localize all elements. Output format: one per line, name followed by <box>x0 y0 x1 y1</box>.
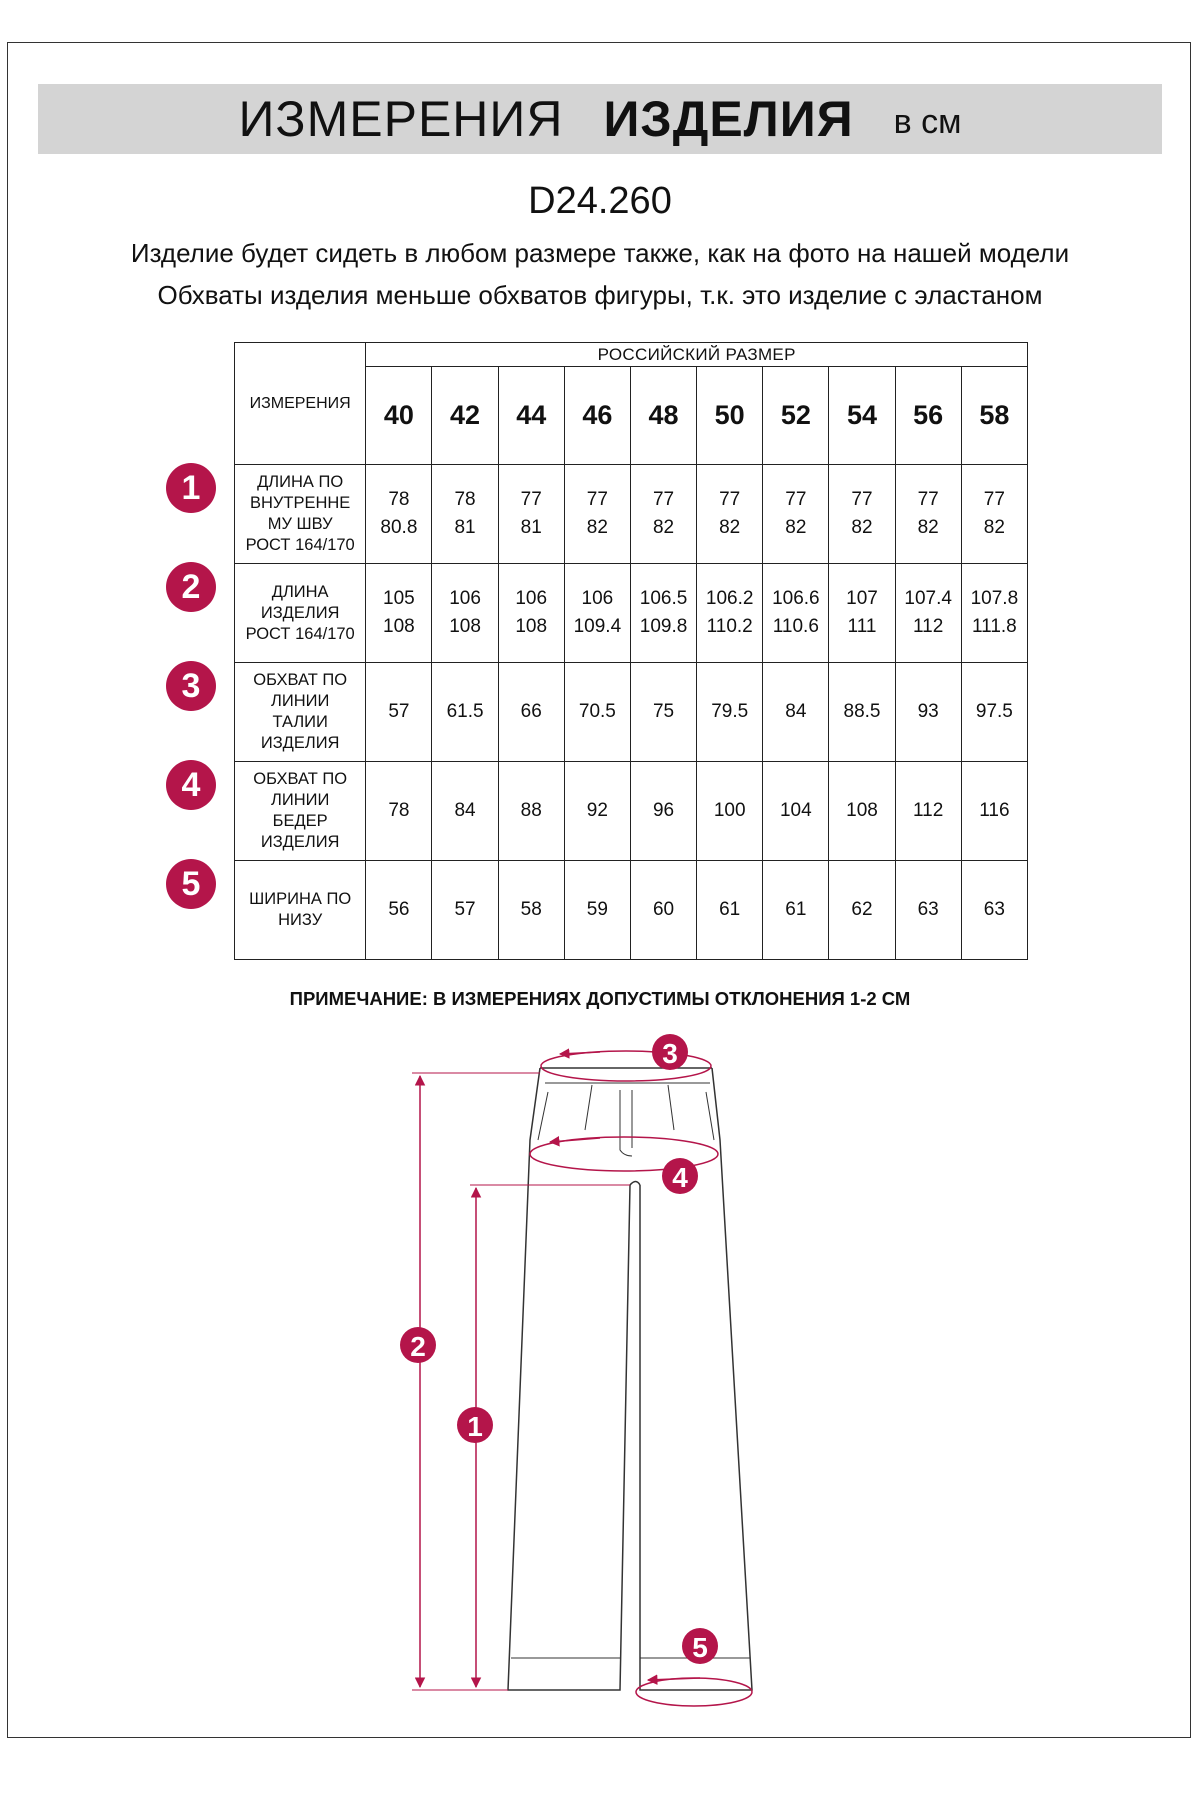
description-line-1: Изделие будет сидеть в любом размере также, как на фото на нашей модели <box>130 238 1070 268</box>
value-line: 108 <box>515 616 548 637</box>
value-line: 106 <box>581 588 614 609</box>
size-header: 42 <box>432 367 498 465</box>
tolerance-note: ПРИМЕЧАНИЕ: В ИЗМЕРЕНИЯХ ДОПУСТИМЫ ОТКЛОНЕНИЯ 1-2 СМ <box>289 988 911 1009</box>
row-label-line: ВНУТРЕННЕ <box>249 494 351 512</box>
value-line: 88.5 <box>843 701 881 722</box>
measurements-header: ИЗМЕРЕНИЯ <box>235 343 366 465</box>
marker-inseam: 1 <box>467 1411 483 1442</box>
value-line: 107.4 <box>904 588 952 609</box>
size-header: 58 <box>961 367 1027 465</box>
size-header: 44 <box>498 367 564 465</box>
value-line: 57 <box>454 899 476 920</box>
size-header: 52 <box>763 367 829 465</box>
pants-outline <box>508 1068 752 1690</box>
value-line: 108 <box>449 616 481 637</box>
marker-length: 2 <box>410 1331 426 1362</box>
row-label-line: ИЗДЕЛИЯ <box>260 734 340 752</box>
title-bold: ИЗДЕЛИЯ <box>603 91 854 147</box>
row-label-line: ДЛИНА ПО <box>257 473 344 491</box>
description-line-2: Обхваты изделия меньше обхватов фигуры, т.к. это изделие с эластаном <box>157 280 1043 310</box>
value-line: 107 <box>846 588 878 609</box>
row-label-line: НИЗУ <box>278 911 323 929</box>
value-line: 82 <box>983 517 1005 538</box>
value-line: 88 <box>520 800 542 821</box>
value-line: 63 <box>983 899 1005 920</box>
value-line: 78 <box>388 800 410 821</box>
value-line: 82 <box>652 517 675 538</box>
value-line: 61 <box>785 899 807 920</box>
row-label-line: ЛИНИИ <box>271 692 330 710</box>
value-line: 105 <box>383 588 415 609</box>
row-label-line: РОСТ 164/170 <box>245 536 355 554</box>
row-label-line: ИЗДЕЛИЯ <box>260 833 340 851</box>
measurement-lines <box>412 1051 752 1706</box>
value-line: 62 <box>851 899 873 920</box>
value-line: 66 <box>520 701 542 722</box>
value-line: 106.5 <box>639 588 688 609</box>
value-line: 106 <box>515 588 548 609</box>
row-label-line: БЕДЕР <box>272 812 328 830</box>
row-label-line: МУ ШВУ <box>267 515 333 533</box>
marker-hem: 5 <box>692 1632 708 1663</box>
value-line: 108 <box>383 616 415 637</box>
size-group-header: РОССИЙСКИЙ РАЗМЕР <box>366 343 1028 367</box>
value-line: 82 <box>586 517 608 538</box>
size-header: 54 <box>829 367 895 465</box>
value-line: 77 <box>719 489 741 510</box>
row-number-badge: 5 <box>166 859 216 909</box>
value-line: 81 <box>520 517 542 538</box>
value-line: 92 <box>586 800 608 821</box>
value-line: 77 <box>983 489 1005 510</box>
value-line: 61 <box>719 899 741 920</box>
row-label-line: ОБХВАТ ПО <box>253 770 348 788</box>
row-label-line: ТАЛИИ <box>272 713 328 731</box>
title-unit: в см <box>893 102 962 141</box>
value-line: 82 <box>785 517 807 538</box>
marker-hip: 4 <box>672 1162 688 1193</box>
value-line: 56 <box>388 899 410 920</box>
value-line: 106.6 <box>772 588 820 609</box>
row-number-badge: 2 <box>166 562 216 612</box>
value-line: 110.6 <box>772 616 819 637</box>
value-line: 78 <box>454 489 476 510</box>
hem-ellipse <box>636 1678 752 1706</box>
row-label-line: ШИРИНА ПО <box>249 890 352 908</box>
value-line: 77 <box>917 489 939 510</box>
row-label-line: РОСТ 164/170 <box>245 624 355 643</box>
value-line: 79.5 <box>711 701 749 722</box>
diagram-markers <box>400 1034 718 1664</box>
title-light: ИЗМЕРЕНИЯ <box>238 91 564 147</box>
value-line: 104 <box>779 800 812 821</box>
value-line: 77 <box>586 489 608 510</box>
value-line: 82 <box>719 517 741 538</box>
value-line: 96 <box>652 800 675 821</box>
value-line: 109.4 <box>573 616 622 637</box>
row-number-badge: 4 <box>166 760 216 810</box>
value-line: 112 <box>913 616 944 637</box>
value-line: 111.8 <box>972 616 1017 637</box>
size-header: 48 <box>630 367 696 465</box>
row-label-line: ОБХВАТ ПО <box>253 671 348 689</box>
size-header: 40 <box>366 367 432 465</box>
value-line: 63 <box>917 899 939 920</box>
value-line: 100 <box>713 800 746 821</box>
value-line: 116 <box>979 800 1010 821</box>
value-line: 109.8 <box>639 616 688 637</box>
value-line: 77 <box>851 489 873 510</box>
product-code: D24.260 <box>528 180 672 222</box>
value-line: 77 <box>785 489 807 510</box>
value-line: 97.5 <box>975 701 1013 722</box>
value-line: 108 <box>846 800 878 821</box>
size-header: 50 <box>697 367 763 465</box>
value-line: 84 <box>785 701 807 722</box>
value-line: 84 <box>454 800 476 821</box>
marker-waist: 3 <box>662 1038 678 1069</box>
value-line: 93 <box>917 701 939 722</box>
value-line: 80.8 <box>380 517 418 538</box>
value-line: 77 <box>652 489 675 510</box>
value-line: 77 <box>520 489 542 510</box>
value-line: 106.2 <box>705 588 754 609</box>
row-number-badge: 3 <box>166 661 216 711</box>
value-line: 59 <box>586 899 608 920</box>
value-line: 70.5 <box>578 701 616 722</box>
value-line: 82 <box>917 517 939 538</box>
value-line: 75 <box>652 701 675 722</box>
value-line: 57 <box>388 701 410 722</box>
value-line: 81 <box>454 517 476 538</box>
row-label-line: ИЗДЕЛИЯ <box>260 603 340 622</box>
value-line: 61.5 <box>446 701 484 722</box>
value-line: 112 <box>913 800 944 821</box>
value-line: 78 <box>388 489 410 510</box>
row-number-badge: 1 <box>166 463 216 513</box>
value-line: 58 <box>520 899 542 920</box>
value-line: 60 <box>652 899 675 920</box>
value-line: 107.8 <box>970 588 1019 609</box>
value-line: 110.2 <box>706 616 753 637</box>
row-label-line: ДЛИНА <box>271 582 329 601</box>
size-header: 56 <box>895 367 961 465</box>
value-line: 82 <box>851 517 873 538</box>
row-label-line: ЛИНИИ <box>271 791 330 809</box>
size-header: 46 <box>564 367 630 465</box>
value-line: 106 <box>449 588 481 609</box>
value-line: 111 <box>847 616 877 637</box>
